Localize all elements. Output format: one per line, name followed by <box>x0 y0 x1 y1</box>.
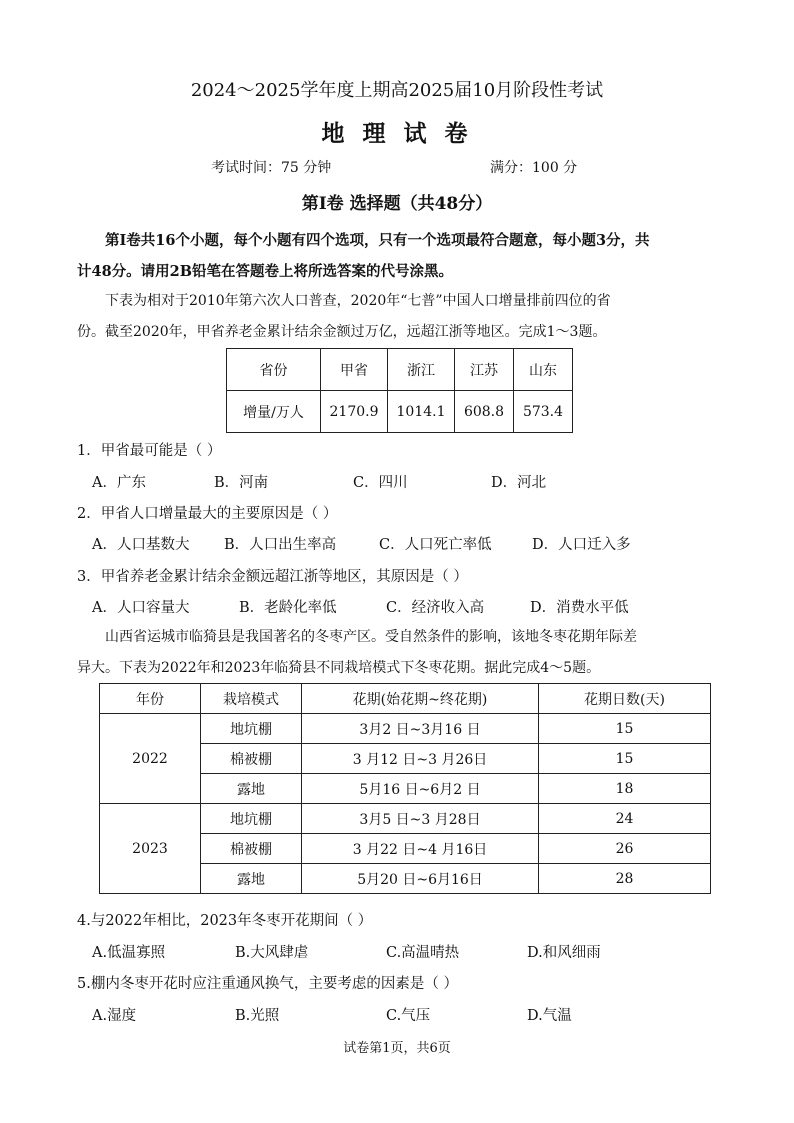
question-2-option-b: B．人口出生率高 <box>224 537 337 553</box>
question-5-option-c: C.气压 <box>386 1008 431 1024</box>
question-5-option-b: B.光照 <box>235 1008 280 1024</box>
question-5-option-a: A.湿度 <box>92 1008 137 1024</box>
table-cell: 甲省 <box>321 349 388 391</box>
table-cell: 5月16 日~6月2 日 <box>302 774 539 804</box>
question-4-stem: 4.与2022年相比，2023年冬枣开花期间（ ） <box>77 913 373 929</box>
table-cell: 3月5 日~3 月28日 <box>302 804 539 834</box>
exam-time: 考试时间：75 分钟 <box>211 160 332 176</box>
table-row <box>227 349 573 391</box>
question-1-option-b: B．河南 <box>214 475 269 491</box>
table-cell: 15 <box>539 744 711 774</box>
table-cell: 江苏 <box>455 349 514 391</box>
table-cell: 3 月22 日~4 月16日 <box>302 834 539 864</box>
table-cell: 3月2 日~3月16 日 <box>302 714 539 744</box>
section-instructions <box>77 225 717 287</box>
passage-2 <box>77 622 717 684</box>
question-4-option-b: B.大风肆虐 <box>235 945 309 961</box>
question-1-option-a: A．广东 <box>92 475 146 491</box>
table-cell: 18 <box>539 774 711 804</box>
table-cell: 26 <box>539 834 711 864</box>
full-score: 满分：100 分 <box>490 160 578 176</box>
question-2-option-d: D．人口迁入多 <box>532 537 631 553</box>
question-3-option-b: B．老龄化率低 <box>239 600 337 616</box>
section-title: 第Ⅰ卷 选择题（共48分） <box>301 194 493 214</box>
table-cell: 增量/万人 <box>227 391 321 433</box>
table-cell: 浙江 <box>388 349 455 391</box>
question-1-option-c: C．四川 <box>353 475 408 491</box>
instructions-line-2: 计48分。请用2B铅笔在答题卷上将所选答案的代号涂黑。 <box>77 263 454 280</box>
passage-1 <box>77 286 717 348</box>
question-2-option-a: A．人口基数大 <box>92 537 190 553</box>
table-cell: 棉被棚 <box>201 834 302 864</box>
table-cell: 地坑棚 <box>201 714 302 744</box>
question-3-stem: 3．甲省养老金累计结余金额远超江浙等地区，其原因是（ ） <box>77 569 468 585</box>
year-cell: 2023 <box>100 804 201 894</box>
question-3-option-c: C．经济收入高 <box>386 600 485 616</box>
question-3-option-d: D．消费水平低 <box>530 600 629 616</box>
table-cell: 棉被棚 <box>201 744 302 774</box>
question-4-option-d: D.和风细雨 <box>527 945 601 961</box>
exam-title: 2024～2025学年度上期高2025届10月阶段性考试 <box>190 80 604 101</box>
table-cell: 24 <box>539 804 711 834</box>
passage-1-line-2: 份。截至2020年，甲省养老金累计结余金额过万亿，远超江浙等地区。完成1～3题。 <box>77 324 607 340</box>
table-header-cell: 年份 <box>100 684 201 714</box>
question-1-option-d: D．河北 <box>491 475 547 491</box>
passage-2-line-2: 异大。下表为2022年和2023年临猗县不同栽培模式下冬枣花期。据此完成4～5题。 <box>77 660 601 676</box>
flowering-table <box>99 683 711 894</box>
subject-title: 地 理 试 卷 <box>321 120 473 147</box>
instructions-line-1: 第Ⅰ卷共16个小题，每个小题有四个选项，只有一个选项最符合题意，每小题3分，共 <box>105 232 650 249</box>
page-footer: 试卷第1页，共6页 <box>343 1041 451 1056</box>
passage-2-line-1: 山西省运城市临猗县是我国著名的冬枣产区。受自然条件的影响，该地冬枣花期年际差 <box>105 629 637 645</box>
question-5-option-d: D.气温 <box>527 1008 572 1024</box>
table-cell: 露地 <box>201 864 302 894</box>
table-cell: 地坑棚 <box>201 804 302 834</box>
table-row <box>100 714 711 744</box>
table-cell: 2170.9 <box>321 391 388 433</box>
table-header-cell: 栽培模式 <box>201 684 302 714</box>
table-cell: 608.8 <box>455 391 514 433</box>
table-cell: 5月20 日~6月16日 <box>302 864 539 894</box>
table-cell: 1014.1 <box>388 391 455 433</box>
table-cell: 573.4 <box>514 391 573 433</box>
table-cell: 山东 <box>514 349 573 391</box>
question-4-option-a: A.低温寡照 <box>92 945 166 961</box>
question-3-option-a: A．人口容量大 <box>92 600 190 616</box>
table-header-cell: 花期(始花期~终花期) <box>302 684 539 714</box>
table-cell: 15 <box>539 714 711 744</box>
table-header-cell: 花期日数(天) <box>539 684 711 714</box>
question-1-stem: 1．甲省最可能是（ ） <box>77 443 222 459</box>
table-cell: 省份 <box>227 349 321 391</box>
table-row <box>100 804 711 834</box>
question-5-stem: 5.棚内冬枣开花时应注重通风换气，主要考虑的因素是（ ） <box>77 976 458 992</box>
year-cell: 2022 <box>100 714 201 804</box>
population-table <box>226 348 573 433</box>
table-row <box>227 391 573 433</box>
table-row <box>100 684 711 714</box>
question-2-option-c: C．人口死亡率低 <box>379 537 492 553</box>
passage-1-line-1: 下表为相对于2010年第六次人口普查，2020年“七普”中国人口增量排前四位的省 <box>105 293 611 309</box>
question-4-option-c: C.高温晴热 <box>386 945 460 961</box>
table-cell: 露地 <box>201 774 302 804</box>
table-cell: 3 月12 日~3 月26日 <box>302 744 539 774</box>
question-2-stem: 2．甲省人口增量最大的主要原因是（ ） <box>77 506 338 522</box>
table-cell: 28 <box>539 864 711 894</box>
